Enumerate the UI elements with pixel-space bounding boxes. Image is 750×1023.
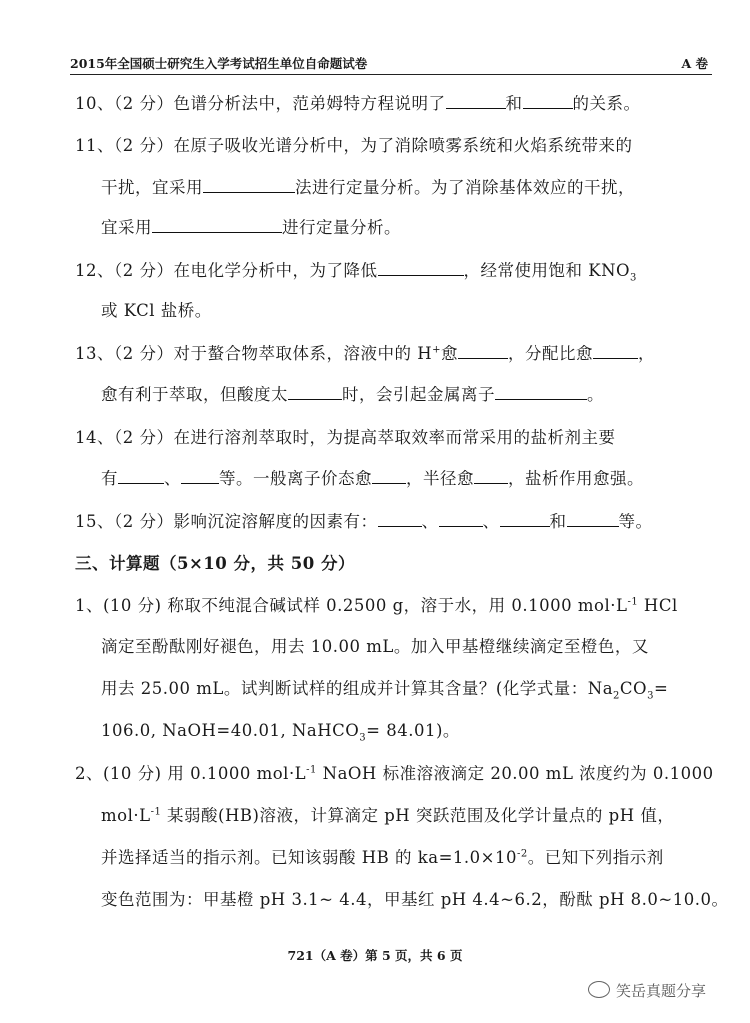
q14-text-1: 14、（2 分）在进行溶剂萃取时，为提高萃取效率而常采用的盐析剂主要 [75,428,616,447]
c1-text-4b: = 84.01)。 [366,721,460,740]
subscript: 3 [630,272,637,284]
superscript: + [432,344,442,356]
calc-2-line-4 [101,886,729,910]
subscript: 2 [613,690,620,702]
answer-blank[interactable] [439,512,483,527]
calc-2-line-1 [75,760,714,784]
subscript: 3 [359,732,367,744]
c2-text-4: 变色范围为：甲基橙 pH 3.1~ 4.4，甲基红 pH 4.4~6.2，酚酞 pH 8.0~10.0。 [101,890,729,909]
question-11-line-2 [101,174,635,198]
question-14-line-2 [101,465,644,489]
answer-blank[interactable] [203,178,295,193]
q10-text-b: 和 [505,94,523,113]
q12-text-2: 或 KCl 盐桥。 [101,301,212,320]
q11-text-3a: 宜采用 [101,218,152,237]
watermark-text: 笑岳真题分享 [616,982,707,1000]
c1-text-2: 滴定至酚酞刚好褪色，用去 10.00 mL。加入甲基橙继续滴定至橙色，又 [101,637,649,656]
c1-text-1b: HCl [638,596,678,615]
question-11-line-1 [75,132,633,156]
calc-1-line-4 [101,717,460,743]
answer-blank[interactable] [288,385,342,400]
q14-text-2b: 、 [164,469,181,488]
answer-blank[interactable] [500,512,550,527]
question-14-line-1 [75,424,616,448]
answer-blank[interactable] [446,94,506,109]
answer-blank[interactable] [523,94,573,109]
answer-blank[interactable] [567,512,619,527]
c2-text-1b: NaOH 标准溶液滴定 20.00 mL 浓度约为 0.1000 [316,764,714,783]
q12-text-1b: ，经常使用饱和 KNO [463,261,631,280]
q11-text-2b: 法进行定量分析。为了消除基体效应的干扰， [295,178,635,197]
answer-blank[interactable] [495,385,587,400]
answer-blank[interactable] [474,469,508,484]
answer-blank[interactable] [152,218,282,233]
c1-text-3b: CO [619,679,648,698]
question-13-line-2 [101,381,604,405]
q12-text-1a: 12、（2 分）在电化学分析中，为了降低 [75,261,378,280]
section-3-title [75,550,355,574]
q13-text-2c: 。 [587,385,604,404]
c2-text-2a: mol·L [101,806,151,825]
exam-title: 2015年全国硕士研究生入学考试招生单位自命题试卷 [70,56,368,71]
q15-separator: 、 [482,512,500,531]
question-12-line-2 [101,297,212,321]
answer-blank[interactable] [593,344,638,359]
q15-text-c: 等。 [618,512,653,531]
q11-text-2a: 干扰，宜采用 [101,178,203,197]
c2-text-2b: 某弱酸(HB)溶液，计算滴定 pH 突跃范围及化学计量点的 pH 值， [161,806,675,825]
calc-1-line-2 [101,633,649,657]
c1-text-3a: 用去 25.00 mL。试判断试样的组成并计算其含量？(化学式量：Na [101,679,614,698]
question-11-line-3 [101,214,401,238]
q15-text-b: 和 [549,512,567,531]
page-footer [0,946,750,964]
page-number-text: 721（A 卷）第 5 页，共 6 页 [287,948,463,963]
c2-text-3b: 。已知下列指示剂 [527,848,664,867]
answer-blank[interactable] [378,261,464,276]
superscript: -1 [306,764,317,776]
q13-text-1a: 13、（2 分）对于螯合物萃取体系，溶液中的 H [75,344,433,363]
paper-version: A 卷 [681,56,708,71]
q11-text-1: 11、（2 分）在原子吸收光谱分析中，为了消除喷雾系统和火焰系统带来的 [75,136,633,155]
q10-text-a: 10、（2 分）色谱分析法中，范弟姆特方程说明了 [75,94,446,113]
q13-text-2a: 愈有利于萃取，但酸度太 [101,385,288,404]
superscript: -2 [516,848,528,860]
c2-text-3a: 并选择适当的指示剂。已知该弱酸 HB 的 ka=1.0×10 [101,848,517,867]
q15-separator: 、 [421,512,439,531]
c1-text-4a: 106.0, NaOH=40.01, NaHCO [101,721,360,740]
q15-text-a: 15、（2 分）影响沉淀溶解度的因素有： [75,512,378,531]
answer-blank[interactable] [378,512,422,527]
superscript: -1 [627,596,639,608]
c2-text-1a: 2、(10 分) 用 0.1000 mol·L [75,764,307,783]
subscript: 3 [647,690,654,702]
page-header [70,54,712,75]
calc-2-line-3 [101,844,664,868]
q13-text-1b: 愈 [441,344,459,363]
q14-text-2c: 等。一般离子价态愈 [219,469,372,488]
wechat-icon [588,981,610,998]
q13-text-2b: 时，会引起金属离子 [342,385,495,404]
question-15 [75,508,653,532]
superscript: -1 [150,806,162,818]
watermark [588,980,706,1001]
q13-text-1c: ，分配比愈 [508,344,594,363]
c1-text-3c: = [653,679,669,698]
q11-text-3b: 进行定量分析。 [282,218,401,237]
calc-1-line-1 [75,592,678,616]
q13-text-1d: ， [638,344,656,363]
answer-blank[interactable] [118,469,164,484]
question-12-line-1 [75,257,637,283]
section-title-text: 三、计算题（5×10 分，共 50 分） [75,554,355,573]
c1-text-1a: 1、(10 分) 称取不纯混合碱试样 0.2500 g，溶于水，用 0.1000 mol·L [75,596,628,615]
q14-text-2e: ，盐析作用愈强。 [508,469,644,488]
q14-text-2a: 有 [101,469,118,488]
question-13-line-1 [75,340,655,364]
q10-text-c: 的关系。 [572,94,641,113]
q14-text-2d: ，半径愈 [406,469,474,488]
answer-blank[interactable] [372,469,406,484]
answer-blank[interactable] [458,344,508,359]
answer-blank[interactable] [181,469,219,484]
question-10 [75,90,641,114]
calc-2-line-2 [101,802,674,826]
calc-1-line-3 [101,675,668,701]
